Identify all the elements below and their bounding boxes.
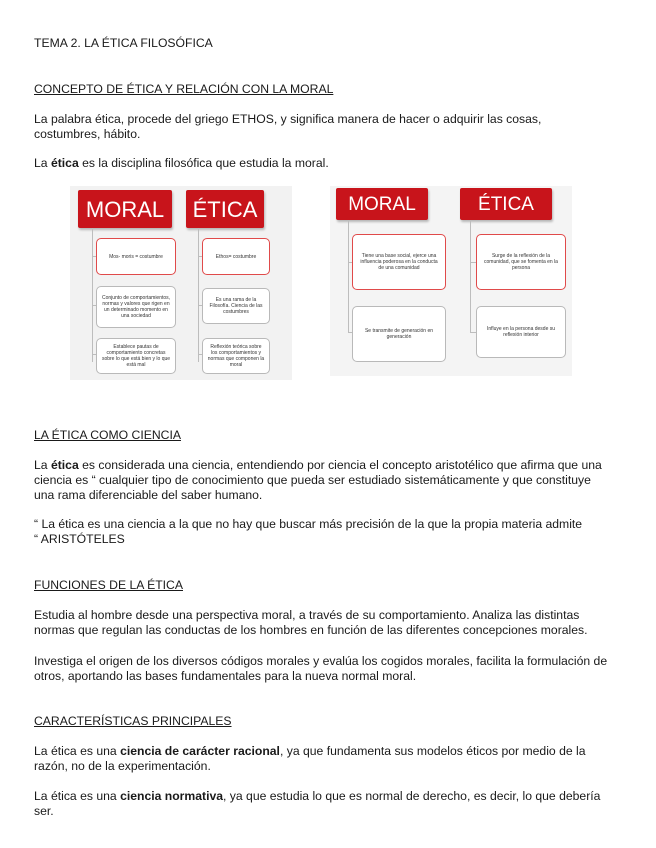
- bold-term-normativa: ciencia normativa: [120, 789, 224, 803]
- bold-term-etica: ética: [50, 156, 79, 170]
- moral-etica-diagram-2: [330, 186, 572, 376]
- paragraph-etimologia: La palabra ética, procede del griego ETHOS, y significa manera de hacer o adquirir las cosas, costumbres, hábito.: [34, 112, 542, 141]
- moral-box: Se transmite de generación en generación: [352, 306, 446, 362]
- etica-box: Ethos= costumbre: [202, 238, 270, 275]
- bold-term-etica: ética: [50, 458, 79, 472]
- moral-header: MORAL: [78, 190, 172, 228]
- moral-box: Establece pautas de comportamiento concretas sobre lo que está bien y lo que está mal: [96, 338, 176, 374]
- paragraph-funciones-2: Investiga el origen de los diversos códigos morales y evalúa los cogidos morales, facilita la formulación de otros, aportando las bases fundamentales para la nueva normal moral.: [34, 654, 608, 683]
- section-heading-caracteristicas: CARACTERÍSTICAS PRINCIPALES: [34, 714, 232, 728]
- etica-box: Reflexión teórica sobre los comportamientos y normas que componen la moral: [202, 338, 270, 374]
- connector-line: [92, 228, 93, 362]
- etica-box: Influye en la persona desde su reflexión interior: [476, 306, 566, 358]
- moral-header: MORAL: [336, 188, 428, 220]
- quote-author: “ ARISTÓTELES: [34, 532, 125, 546]
- moral-box: Tiene una base social, ejerce una influencia poderosa en la conducta de una comunidad: [352, 234, 446, 290]
- etica-box: Es una rama de la Filosofía. Ciencia de las costumbres: [202, 288, 270, 324]
- connector-line: [348, 220, 349, 332]
- etica-header: ÉTICA: [186, 190, 264, 228]
- document-title: TEMA 2. LA ÉTICA FILOSÓFICA: [34, 36, 213, 50]
- section-heading-funciones: FUNCIONES DE LA ÉTICA: [34, 578, 183, 592]
- section-heading-concepto: CONCEPTO DE ÉTICA Y RELACIÓN CON LA MORAL: [34, 82, 334, 96]
- moral-box: Mos- moris = costumbre: [96, 238, 176, 275]
- paragraph-definicion: La ética es la disciplina filosófica que estudia la moral.: [34, 156, 329, 170]
- section-heading-ciencia: LA ÉTICA COMO CIENCIA: [34, 428, 181, 442]
- etica-box: Surge de la reflexión de la comunidad, que se fomenta en la persona: [476, 234, 566, 290]
- paragraph-funciones-1: Estudia al hombre desde una perspectiva moral, a través de su comportamiento. Analiza las distintas normas que regulan las conductas de los hombres en función de las diferentes concepciones morales.: [34, 608, 588, 637]
- moral-box: Conjunto de comportamientos, normas y valores que rigen en un determinado momento en una sociedad: [96, 286, 176, 328]
- connector-line: [470, 220, 471, 332]
- paragraph-normativa: La ética es una ciencia normativa, ya que estudia lo que es normal de derecho, es decir, lo que debería ser.: [34, 789, 601, 818]
- paragraph-ciencia: La ética es considerada una ciencia, entendiendo por ciencia el concepto aristotélico que afirma que una ciencia es “ cualquier tipo de conocimiento que pueda ser estudiado sistemáticamente y que constituye una rama diferenciable del saber humano.: [34, 458, 602, 502]
- quote-aristoteles: “ La ética es una ciencia a la que no hay que buscar más precisión de la que la propia materia admite: [34, 517, 583, 531]
- moral-etica-diagram-1: [70, 186, 292, 380]
- etica-header: ÉTICA: [460, 188, 552, 220]
- bold-term-racional: ciencia de carácter racional: [120, 744, 280, 758]
- paragraph-caracter-racional: La ética es una ciencia de carácter racional, ya que fundamenta sus modelos éticos por medio de la razón, no de la experimentación.: [34, 744, 586, 773]
- connector-line: [198, 228, 199, 362]
